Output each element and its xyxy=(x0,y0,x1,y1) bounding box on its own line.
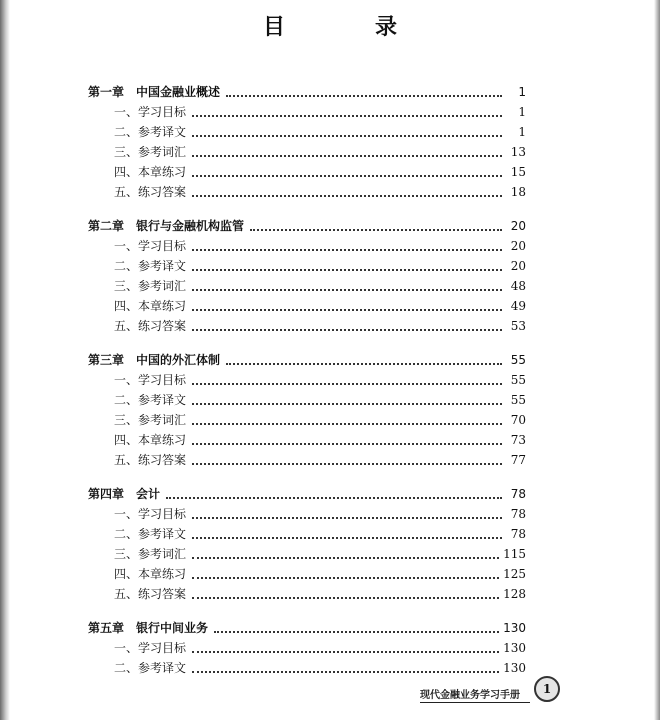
entry-page-number: 130 xyxy=(503,641,526,655)
chapter-page-number: 78 xyxy=(510,487,526,501)
page-footer xyxy=(420,676,554,706)
toc-chapter-heading[interactable] xyxy=(88,82,526,102)
entry-page-number: 20 xyxy=(510,239,526,253)
entry-label: 三、参考词汇 xyxy=(114,547,187,561)
toc-chapter-4 xyxy=(88,484,526,604)
entry-label: 五、练习答案 xyxy=(114,587,187,601)
book-title: 现代金融业务学习手册 xyxy=(420,686,530,703)
dot-leader xyxy=(192,115,502,117)
toc-entry[interactable] xyxy=(88,584,526,604)
entry-label: 一、学习目标 xyxy=(114,105,187,119)
toc-entry[interactable] xyxy=(88,370,526,390)
dot-leader xyxy=(192,309,502,311)
toc-chapter-2 xyxy=(88,216,526,336)
page-number-badge: 1 xyxy=(534,676,560,702)
dot-leader xyxy=(192,463,502,465)
toc-entry[interactable] xyxy=(88,564,526,584)
entry-label: 二、参考译文 xyxy=(114,125,187,139)
toc-entry[interactable] xyxy=(88,430,526,450)
dot-leader xyxy=(192,577,499,579)
toc-entry[interactable] xyxy=(88,276,526,296)
entry-page-number: 125 xyxy=(503,567,526,581)
toc-entry[interactable] xyxy=(88,122,526,142)
toc-entry[interactable] xyxy=(88,504,526,524)
entry-page-number: 15 xyxy=(510,165,526,179)
entry-page-number: 55 xyxy=(510,393,526,407)
dot-leader xyxy=(192,443,502,445)
dot-leader xyxy=(166,497,502,499)
chapter-title: 第三章 中国的外汇体制 xyxy=(88,353,221,367)
entry-label: 四、本章练习 xyxy=(114,165,187,179)
toc-entry[interactable] xyxy=(88,658,526,678)
dot-leader xyxy=(192,671,499,673)
entry-page-number: 78 xyxy=(510,507,526,521)
dot-leader xyxy=(192,155,502,157)
dot-leader xyxy=(192,557,499,559)
entry-page-number: 1 xyxy=(518,105,526,119)
entry-label: 三、参考词汇 xyxy=(114,279,187,293)
entry-label: 一、学习目标 xyxy=(114,373,187,387)
entry-page-number: 20 xyxy=(510,259,526,273)
chapter-title: 第四章 会计 xyxy=(88,487,161,501)
entry-label: 五、练习答案 xyxy=(114,319,187,333)
dot-leader xyxy=(192,423,502,425)
chapter-title: 第二章 银行与金融机构监管 xyxy=(88,219,245,233)
dot-leader xyxy=(192,651,499,653)
toc-entry[interactable] xyxy=(88,316,526,336)
entry-label: 五、练习答案 xyxy=(114,185,187,199)
dot-leader xyxy=(192,195,502,197)
entry-page-number: 128 xyxy=(503,587,526,601)
toc-chapter-3 xyxy=(88,350,526,470)
dot-leader xyxy=(250,229,502,231)
entry-page-number: 55 xyxy=(510,373,526,387)
chapter-title: 第五章 银行中间业务 xyxy=(88,621,209,635)
entry-label: 三、参考词汇 xyxy=(114,145,187,159)
toc-chapter-heading[interactable] xyxy=(88,618,526,638)
toc-entry[interactable] xyxy=(88,450,526,470)
scan-shadow-right xyxy=(654,0,660,720)
entry-label: 一、学习目标 xyxy=(114,239,187,253)
chapter-page-number: 55 xyxy=(510,353,526,367)
toc-entry[interactable] xyxy=(88,256,526,276)
entry-label: 二、参考译文 xyxy=(114,259,187,273)
page-title: 目 录 xyxy=(262,15,431,40)
chapter-title: 第一章 中国金融业概述 xyxy=(88,85,221,99)
toc-entry[interactable] xyxy=(88,102,526,122)
entry-label: 四、本章练习 xyxy=(114,567,187,581)
dot-leader xyxy=(214,631,499,633)
entry-page-number: 115 xyxy=(503,547,526,561)
toc-chapter-1 xyxy=(88,82,526,202)
toc-entry[interactable] xyxy=(88,182,526,202)
entry-label: 一、学习目标 xyxy=(114,641,187,655)
entry-label: 四、本章练习 xyxy=(114,433,187,447)
toc-entry[interactable] xyxy=(88,296,526,316)
dot-leader xyxy=(226,363,502,365)
toc-entry[interactable] xyxy=(88,638,526,658)
entry-label: 二、参考译文 xyxy=(114,527,187,541)
dot-leader xyxy=(192,249,502,251)
chapter-page-number: 1 xyxy=(518,85,526,99)
scan-shadow-left xyxy=(0,0,10,720)
entry-page-number: 53 xyxy=(510,319,526,333)
toc-entry[interactable] xyxy=(88,162,526,182)
dot-leader xyxy=(192,517,502,519)
dot-leader xyxy=(192,135,502,137)
toc-entry[interactable] xyxy=(88,142,526,162)
entry-label: 五、练习答案 xyxy=(114,453,187,467)
toc-chapter-heading[interactable] xyxy=(88,350,526,370)
dot-leader xyxy=(192,269,502,271)
chapter-page-number: 130 xyxy=(503,621,526,635)
dot-leader xyxy=(192,175,502,177)
entry-page-number: 130 xyxy=(503,661,526,675)
entry-page-number: 78 xyxy=(510,527,526,541)
toc-entry[interactable] xyxy=(88,236,526,256)
entry-label: 一、学习目标 xyxy=(114,507,187,521)
entry-label: 二、参考译文 xyxy=(114,661,187,675)
entry-page-number: 1 xyxy=(518,125,526,139)
table-of-contents xyxy=(88,82,526,692)
entry-page-number: 73 xyxy=(510,433,526,447)
toc-chapter-heading[interactable] xyxy=(88,216,526,236)
dot-leader xyxy=(226,95,502,97)
entry-page-number: 70 xyxy=(510,413,526,427)
chapter-page-number: 20 xyxy=(510,219,526,233)
toc-chapter-5 xyxy=(88,618,526,678)
entry-label: 二、参考译文 xyxy=(114,393,187,407)
dot-leader xyxy=(192,329,502,331)
entry-label: 四、本章练习 xyxy=(114,299,187,313)
entry-page-number: 77 xyxy=(510,453,526,467)
entry-page-number: 13 xyxy=(510,145,526,159)
dot-leader xyxy=(192,383,502,385)
entry-page-number: 18 xyxy=(510,185,526,199)
dot-leader xyxy=(192,597,499,599)
toc-entry[interactable] xyxy=(88,524,526,544)
dot-leader xyxy=(192,289,502,291)
toc-entry[interactable] xyxy=(88,544,526,564)
entry-label: 三、参考词汇 xyxy=(114,413,187,427)
toc-entry[interactable] xyxy=(88,410,526,430)
toc-entry[interactable] xyxy=(88,390,526,410)
toc-chapter-heading[interactable] xyxy=(88,484,526,504)
entry-page-number: 49 xyxy=(510,299,526,313)
entry-page-number: 48 xyxy=(510,279,526,293)
dot-leader xyxy=(192,537,502,539)
dot-leader xyxy=(192,403,502,405)
